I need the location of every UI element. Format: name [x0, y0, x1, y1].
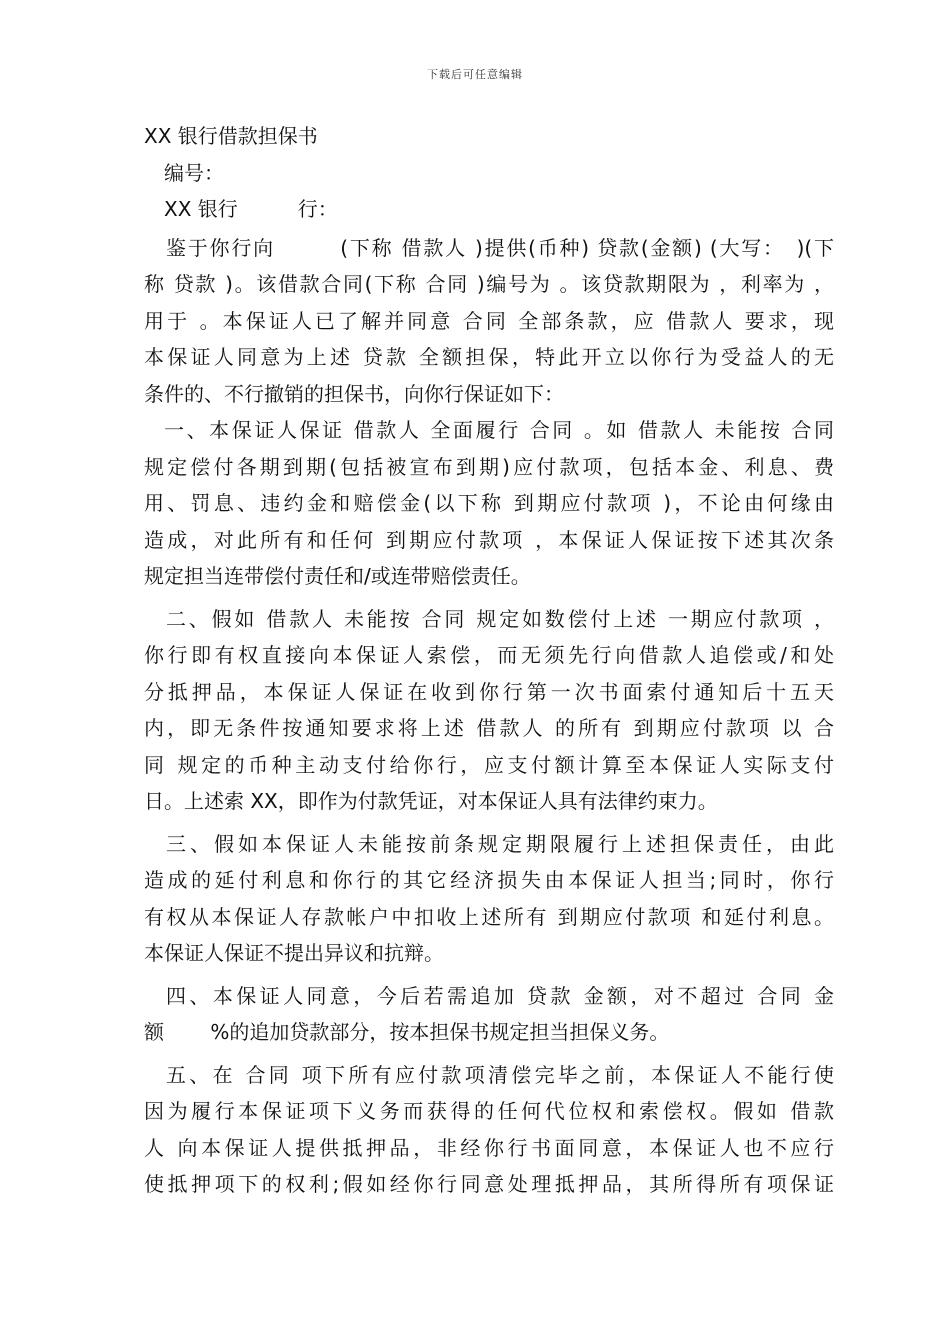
document-addressee: XX 银行 行：: [164, 197, 338, 221]
paragraph-line: 一、本保证人保证 借款人 全面履行 合同 。如 借款人 未能按 合同: [164, 418, 834, 442]
paragraph-line: 分抵押品，本保证人保证在收到你行第一次书面索付通知后十五天: [144, 679, 834, 704]
paragraph-line: 用、罚息、违约金和赔偿金(以下称 到期应付款项 )，不论由何缘由: [144, 491, 834, 515]
page-header-note: 下载后可任意编辑: [427, 68, 523, 81]
paragraph-line: 鉴于你行向 (下称 借款人 )提供(币种) 贷款(金额) (大写： )(下: [166, 235, 834, 260]
paragraph-line: 条件的、不行撤销的担保书，向你行保证如下：: [144, 381, 564, 406]
clause-1-paragraph: [144, 412, 834, 595]
paragraph-line: 使抵押项下的权利;假如经你行同意处理抵押品，其所得所有项保证: [144, 1172, 834, 1196]
paragraph-line: 有权从本保证人存款帐户中扣收上述所有 到期应付款项 和延付利息。: [144, 904, 834, 929]
paragraph-line: 三、假如本保证人未能按前条规定期限履行上述担保责任，由此: [166, 831, 834, 856]
paragraph-line: 用于 。本保证人已了解并同意 合同 全部条款，应 借款人 要求，现: [144, 308, 834, 333]
paragraph-line: 五、在 合同 项下所有应付款项清偿完毕之前，本保证人不能行使: [166, 1062, 834, 1087]
paragraph-line: 造成的延付利息和你行的其它经济损失由本保证人担当;同时，你行: [144, 868, 834, 892]
paragraph-line: 同 规定的币种主动支付给你行，应支付额计算至本保证人实际支付: [144, 752, 834, 777]
paragraph-line: 因为履行本保证项下义务而获得的任何代位权和索偿权。假如 借款: [144, 1099, 834, 1123]
paragraph-line: 规定担当连带偿付责任和/或连带赔偿责任。: [144, 564, 531, 588]
paragraph-line: 内，即无条件按通知要求将上述 借款人 的所有 到期应付款项 以 合: [144, 716, 834, 740]
paragraph-line: 四、本保证人同意，今后若需追加 贷款 金额，对不超过 合同 金: [166, 983, 834, 1008]
document-title: XX 银行借款担保书: [144, 124, 318, 148]
document-body: [144, 118, 834, 1203]
clause-2-paragraph: [144, 601, 834, 820]
paragraph-line: 额 %的追加贷款部分，按本担保书规定担当担保义务。: [144, 1020, 670, 1044]
clause-3-paragraph: [144, 826, 834, 972]
paragraph-line: 人 向本保证人提供抵押品，非经你行书面同意，本保证人也不应行: [144, 1135, 834, 1160]
paragraph-line: 你行即有权直接向本保证人索偿，而无须先行向借款人追偿或/和处: [144, 643, 834, 667]
paragraph-line: 造成，对此所有和任何 到期应付款项 ，本保证人保证按下述其次条: [144, 527, 834, 552]
clause-4-paragraph: [144, 978, 834, 1051]
intro-paragraph: [144, 230, 834, 413]
clause-5-paragraph: [144, 1057, 834, 1203]
paragraph-line: 日。上述索 XX，即作为付款凭证，对本保证人具有法律约束力。: [144, 789, 718, 813]
paragraph-line: 规定偿付各期到期(包括被宣布到期)应付款项，包括本金、利息、费: [144, 454, 834, 479]
paragraph-line: 称 贷款 )。该借款合同(下称 合同 )编号为 。该贷款期限为 ，利率为 ，: [144, 272, 834, 296]
paragraph-line: 本保证人保证不提出异议和抗辩。: [144, 941, 444, 965]
paragraph-line: 二、假如 借款人 未能按 合同 规定如数偿付上述 一期应付款项 ，: [166, 606, 834, 631]
document-number-label: 编号：: [164, 160, 224, 185]
paragraph-line: 本保证人同意为上述 贷款 全额担保，特此开立以你行为受益人的无: [144, 345, 834, 369]
